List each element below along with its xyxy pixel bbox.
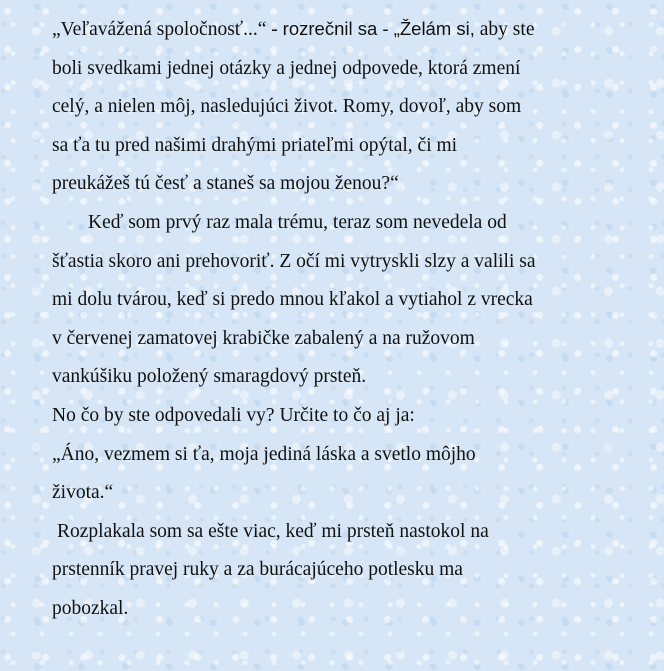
text-line: sa ťa tu pred našimi drahými priateľmi opýtal, či mi bbox=[52, 134, 458, 156]
text-line: „Áno, vezmem si ťa, moja jediná láska a svetlo môjho bbox=[52, 443, 476, 465]
text-line bbox=[52, 10, 652, 50]
text-line: prstenník pravej ruky a za burácajúceho potlesku ma bbox=[52, 559, 463, 581]
text-line: preukážeš tú česť a staneš sa mojou ženou?“ bbox=[52, 173, 399, 195]
text-line: života.“ bbox=[52, 482, 114, 504]
paragraph-ending bbox=[52, 513, 652, 629]
text-line: pobozkal. bbox=[52, 597, 129, 619]
text-line: v červenej zamatovej krabičke zabalený a na ružovom bbox=[52, 327, 475, 349]
text-run-sans: rozrečnil sa - „Želám si, bbox=[282, 18, 475, 39]
text-line: No čo by ste odpovedali vy? Určite to čo aj ja: bbox=[52, 404, 415, 426]
text-line: Rozplakala som sa ešte viac, keď mi prsteň nastokol na bbox=[57, 520, 489, 542]
text-run: „Veľavážená spoločnosť...“ - bbox=[52, 19, 283, 40]
text-line: boli svedkami jednej otázky a jednej odpovede, ktorá zmení bbox=[52, 57, 521, 79]
paragraph-question bbox=[52, 397, 652, 436]
text-line: šťastia skoro ani prehovoriť. Z očí mi vytryskli slzy a valili sa bbox=[52, 250, 536, 272]
text-line: mi dolu tvárou, keď si predo mnou kľakol a vytiahol z vrecka bbox=[52, 289, 533, 311]
text-line: vankúšiku položený smaragdový prsteň. bbox=[52, 366, 367, 388]
paragraph-proposal bbox=[52, 10, 652, 204]
paragraph-reaction bbox=[52, 204, 652, 397]
text-run: aby ste bbox=[474, 19, 535, 40]
paragraph-answer bbox=[52, 436, 652, 513]
story-text bbox=[52, 10, 652, 629]
text-line: celý, a nielen môj, nasledujúci život. Romy, dovoľ, aby som bbox=[52, 96, 522, 118]
text-line: Keď som prvý raz mala trému, teraz som nevedela od bbox=[88, 211, 507, 233]
